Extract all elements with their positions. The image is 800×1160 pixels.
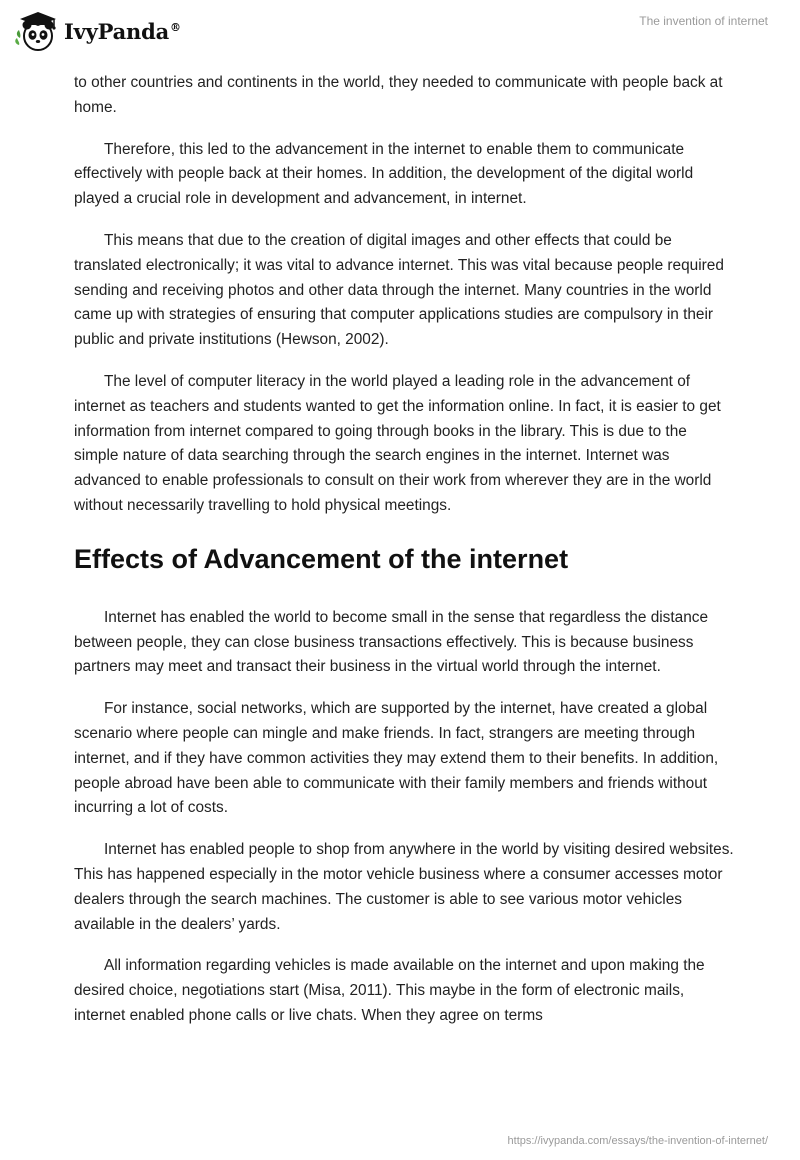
source-url[interactable]: https://ivypanda.com/essays/the-invention-of-internet/ [507,1135,768,1147]
paragraph: Therefore, this led to the advancement in the internet to enable them to communicate effectively with people back at their homes. In addition, the development of the digital world played a crucial role in development and advancement, in internet. [74,140,694,208]
essay-content [74,71,734,1046]
page-header [0,0,800,60]
paragraph: Internet has enabled people to shop from anywhere in the world by visiting desired websites. This has happened especially in the motor vehicle business where a consumer accesses motor dealers through the search machines. The customer is able to see various motor vehicles available in the dealers’ yards. [74,841,734,933]
paragraph: Internet has enabled the world to become small in the sense that regardless the distance between people, they can close business transactions effectively. This is because business partners may meet and transact their business in the virtual world through the internet. [74,608,709,676]
paragraph: All information regarding vehicles is made available on the internet and upon making the desired choice, negotiations start (Misa, 2011). This maybe in the form of electronic mails, internet enabled phone calls or live chats. When they agree on terms [74,957,705,1024]
paragraph: For instance, social networks, which are supported by the internet, have created a global scenario where people can mingle and make friends. In fact, strangers are meeting through internet, and if they have common activities they may extend them to their benefits. In addition, people abroad have been able to communicate with their family members and friends without incurring a lot of costs. [74,700,719,817]
panda-graduation-cap-icon [14,8,60,54]
paragraph: This means that due to the creation of digital images and other effects that could be translated electronically; it was vital to advance internet. This was vital because people required sending and receiving photos and other data through the internet. Many countries in the world came up with strategies of ensuring that computer applications studies are compulsory in their public and private institutions (Hewson, 2002). [74,231,724,349]
section-heading: Effects of Advancement of the internet [74,543,569,574]
paragraph: to other countries and continents in the world, they needed to communicate with people back at home. [74,74,723,116]
ivypanda-logo[interactable] [14,8,181,54]
document-title: The invention of internet [639,14,768,28]
paragraph: The level of computer literacy in the world played a leading role in the advancement of internet as teachers and students wanted to get the information online. In fact, it is easier to get information from internet compared to going through books in the library. This is due to the simple nature of data searching through the search engines in the internet. Internet was advanced to enable professionals to consult on their work from wherever they are in the world without necessarily travelling to hold physical meetings. [74,372,721,514]
brand-name: IvyPanda® [64,18,181,44]
registered-mark: ® [170,20,181,34]
